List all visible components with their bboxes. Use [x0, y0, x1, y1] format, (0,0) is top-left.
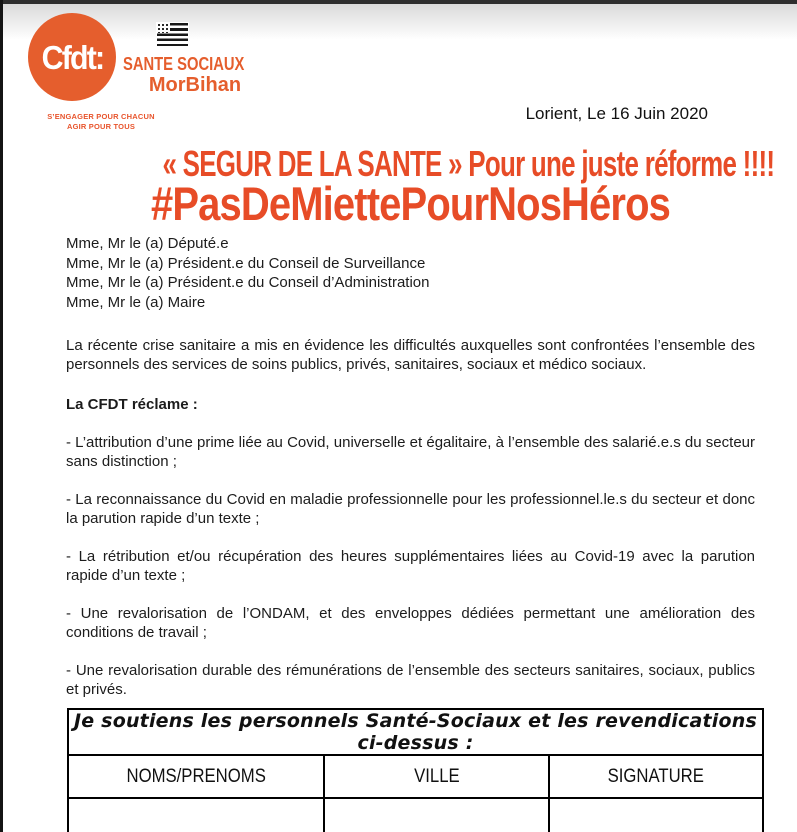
cell-ville [324, 798, 549, 832]
demand-item: - L’attribution d’une prime liée au Covid, universelle et égalitaire, à l’ensemble des salarié.e.s du secteur sans distinction ; [66, 434, 755, 470]
org-name-line2: MorBihan [148, 74, 242, 96]
org-name-line1: SANTE SOCIAUX [123, 54, 245, 74]
dateline: Lorient, Le 16 Juin 2020 [525, 104, 708, 123]
column-header-noms: NOMS/PRENOMS [68, 755, 324, 798]
signature-table [67, 708, 764, 832]
column-header-signature: SIGNATURE [549, 755, 763, 798]
cfdt-tagline-line2: AGIR POUR TOUS [66, 122, 136, 131]
demand-item: - Une revalorisation de l’ONDAM, et des enveloppes dédiées permettant une amélioration des conditions de travail ; [66, 605, 755, 641]
recipient-line: Mme, Mr le (a) Président.e du Conseil d’Administration [66, 274, 430, 291]
column-header-ville: VILLE [324, 755, 549, 798]
demand-item: - La reconnaissance du Covid en maladie professionnelle pour les professionnel.le.s du secteur et donc la parution rapide d’un texte ; [66, 491, 755, 527]
recipient-line: Mme, Mr le (a) Maire [66, 293, 206, 311]
cell-noms [68, 798, 324, 832]
table-caption-row [68, 709, 763, 755]
cfdt-tagline-line1: S’ENGAGER POUR CHACUN [47, 112, 155, 121]
table-caption: Je soutiens les personnels Santé-Sociaux et les revendications ci-dessus : [68, 709, 763, 755]
viewport-left-edge [0, 0, 3, 832]
table-header-row [68, 755, 763, 798]
demand-item: - La rétribution et/ou récupération des heures supplémentaires liées au Covid-19 avec la parution rapide d’un texte ; [66, 548, 755, 584]
recipients-list [66, 234, 755, 312]
cfdt-brand-text: Cfdt: [41, 39, 103, 76]
demands-title: La CFDT réclame : [66, 396, 198, 413]
headline-segur: « SEGUR DE LA SANTE » Pour une juste réforme !!!! [162, 143, 775, 184]
cell-signature [549, 798, 763, 832]
demand-item: - Une revalorisation durable des rémunérations de l’ensemble des secteurs sanitaires, sociaux, publics et privés. [66, 662, 755, 698]
table-row [68, 798, 763, 832]
headline-hashtag: #PasDeMiettePourNosHéros [150, 177, 671, 230]
recipient-line: Mme, Mr le (a) Député.e [66, 235, 229, 252]
recipient-line: Mme, Mr le (a) Président.e du Conseil de Surveillance [66, 254, 426, 272]
intro-paragraph: La récente crise sanitaire a mis en évidence les difficultés auxquelles sont confrontées l’ensemble des personnels des services de soins publics, privés, sanitaires, sociaux et médico sociaux. [66, 337, 755, 373]
